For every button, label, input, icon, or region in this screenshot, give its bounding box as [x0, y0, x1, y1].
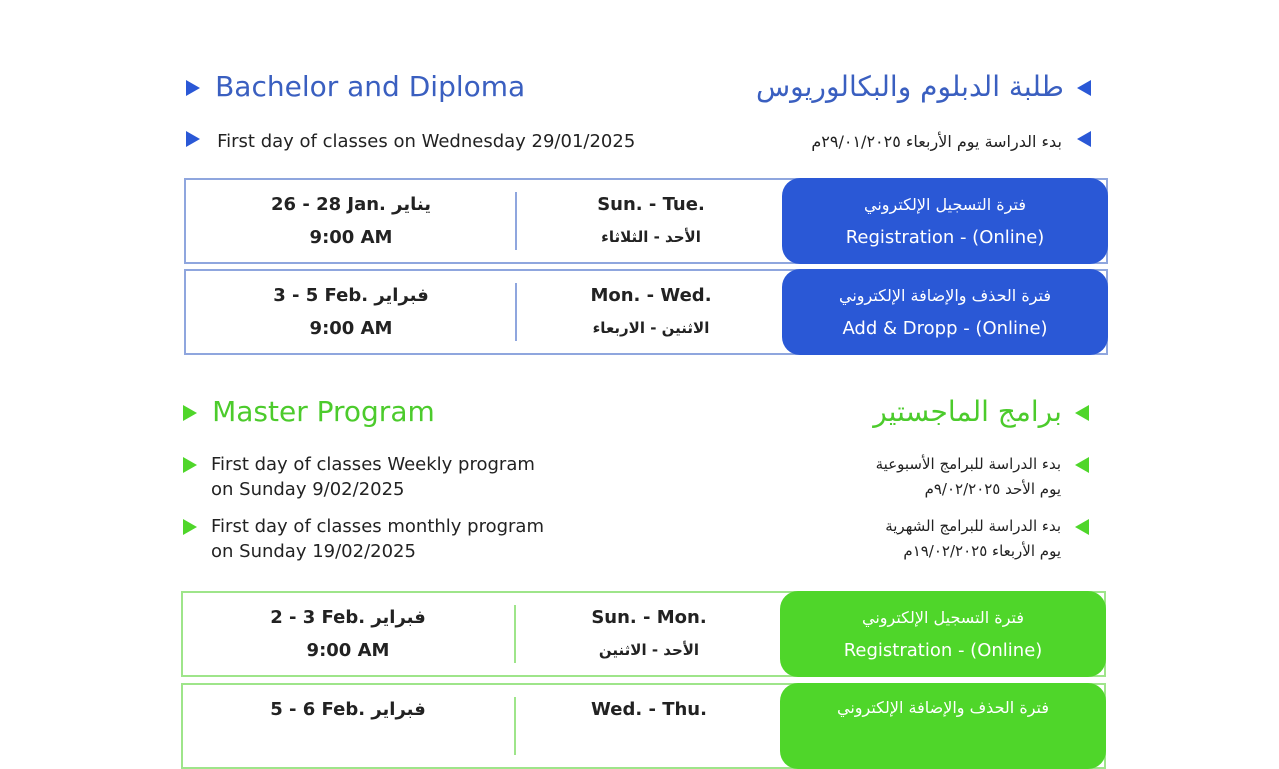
date-cell: 5 - 6 Feb. فبراير [270, 699, 426, 720]
days-cell: Sun. - Tue. الأحد - الثلاثاء [597, 194, 705, 246]
master-heading-ar: برامج الماجستير [873, 395, 1089, 428]
bachelor-heading-en: Bachelor and Diploma [186, 70, 525, 103]
divider [514, 605, 516, 663]
triangle-right-icon [186, 80, 200, 96]
master-item-monthly-ar: بدء الدراسة للبرامج الشهرية يوم الأربعاء ١٩/٠٢/٢٠٢٥م [885, 514, 1089, 564]
master-item-monthly-en: First day of classes monthly program on Sunday 19/02/2025 [183, 514, 544, 564]
date-cell: 3 - 5 Feb. فبراير 9:00 AM [273, 285, 429, 339]
bachelor-first-day-en: First day of classes on Wednesday 29/01/2025 [186, 129, 635, 154]
days-cell: Sun. - Mon. الأحد - الاثنين [591, 607, 707, 659]
master-row-registration [181, 591, 1106, 677]
divider [514, 697, 516, 755]
bachelor-row-registration [184, 178, 1108, 264]
master-item-weekly-en: First day of classes Weekly program on Sunday 9/02/2025 [183, 452, 535, 502]
triangle-right-icon [183, 457, 197, 473]
bachelor-heading-ar: طلبة الدبلوم والبكالوريوس [756, 70, 1091, 103]
date-cell: 26 - 28 Jan. يناير 9:00 AM [271, 194, 431, 248]
add-drop-label: فترة الحذف والإضافة الإلكتروني [780, 683, 1106, 769]
triangle-left-icon [1075, 519, 1089, 535]
registration-label: فترة التسجيل الإلكتروني Registration - (Online) [782, 178, 1108, 264]
triangle-left-icon [1075, 457, 1089, 473]
triangle-right-icon [183, 405, 197, 421]
divider [515, 283, 517, 341]
triangle-left-icon [1075, 405, 1089, 421]
bachelor-row-add-drop [184, 269, 1108, 355]
triangle-left-icon [1077, 80, 1091, 96]
days-cell: Wed. - Thu. [591, 699, 707, 720]
master-heading-en: Master Program [183, 395, 435, 428]
bachelor-first-day-ar: بدء الدراسة يوم الأربعاء ٢٩/٠١/٢٠٢٥م [811, 129, 1091, 154]
date-cell: 2 - 3 Feb. فبراير 9:00 AM [270, 607, 426, 661]
triangle-left-icon [1077, 131, 1091, 147]
registration-label: فترة التسجيل الإلكتروني Registration - (Online) [780, 591, 1106, 677]
master-item-weekly-ar: بدء الدراسة للبرامج الأسبوعية يوم الأحد ٩/٠٢/٢٠٢٥م [876, 452, 1089, 502]
add-drop-label: فترة الحذف والإضافة الإلكتروني Add & Dropp - (Online) [782, 269, 1108, 355]
triangle-right-icon [186, 131, 200, 147]
divider [515, 192, 517, 250]
triangle-right-icon [183, 519, 197, 535]
days-cell: Mon. - Wed. الاثنين - الاربعاء [590, 285, 712, 337]
master-row-add-drop [181, 683, 1106, 769]
